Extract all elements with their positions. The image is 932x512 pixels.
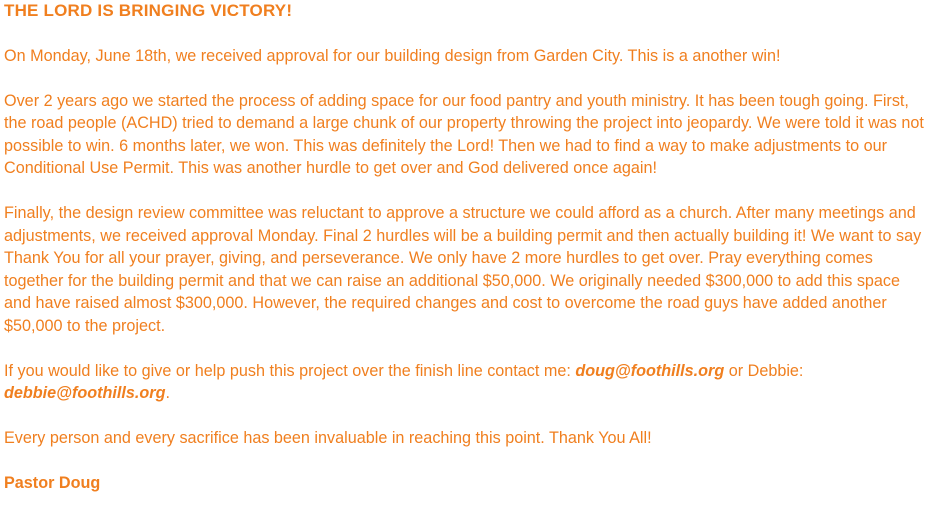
- contact-mid: or Debbie:: [724, 361, 804, 380]
- spacer: [4, 67, 930, 90]
- paragraph-contact: [4, 360, 930, 405]
- contact-intro: If you would like to give or help push this project over the finish line contact me:: [4, 361, 576, 380]
- email-link-doug[interactable]: doug@foothills.org: [575, 361, 725, 380]
- paragraph-approval: On Monday, June 18th, we received approval for our building design from Garden City. This is a another win!: [4, 46, 781, 65]
- paragraph-history: Over 2 years ago we started the process of adding space for our food pantry and youth ministry. It has been tough going. First, the road people (ACHD) tried to demand a large chunk of our property throwing the project into jeopardy. We were told it was not possible to win. 6 months later, we won. This was definitely the Lord! Then we had to find a way to make adjustments to our Conditional Use Permit. This was another hurdle to get over and God delivered once again!: [4, 91, 924, 177]
- spacer: [4, 337, 930, 360]
- spacer: [4, 22, 930, 45]
- headline: THE LORD IS BRINGING VICTORY!: [4, 1, 293, 20]
- spacer: [4, 180, 930, 203]
- paragraph-progress: Finally, the design review committee was reluctant to approve a structure we could afford as a church. After many meetings and adjustments, we received approval Monday. Final 2 hurdles will be a building permit and then actually building it! We want to say Thank You for all your prayer, giving, and perseverance. We only have 2 more hurdles to get over. Pray everything comes together for the building permit and that we can raise an additional $50,000. We originally needed $300,000 to add this space and have raised almost $300,000. However, the required changes and cost to overcome the road guys have added another $50,000 to the project.: [4, 204, 922, 335]
- email-link-debbie[interactable]: debbie@foothills.org: [4, 384, 166, 402]
- contact-end: .: [165, 384, 170, 402]
- spacer: [4, 405, 930, 428]
- announcement-body: [4, 0, 930, 495]
- spacer: [4, 450, 930, 473]
- signature: Pastor Doug: [4, 474, 101, 492]
- paragraph-thanks: Every person and every sacrifice has been invaluable in reaching this point. Thank You All!: [4, 429, 652, 447]
